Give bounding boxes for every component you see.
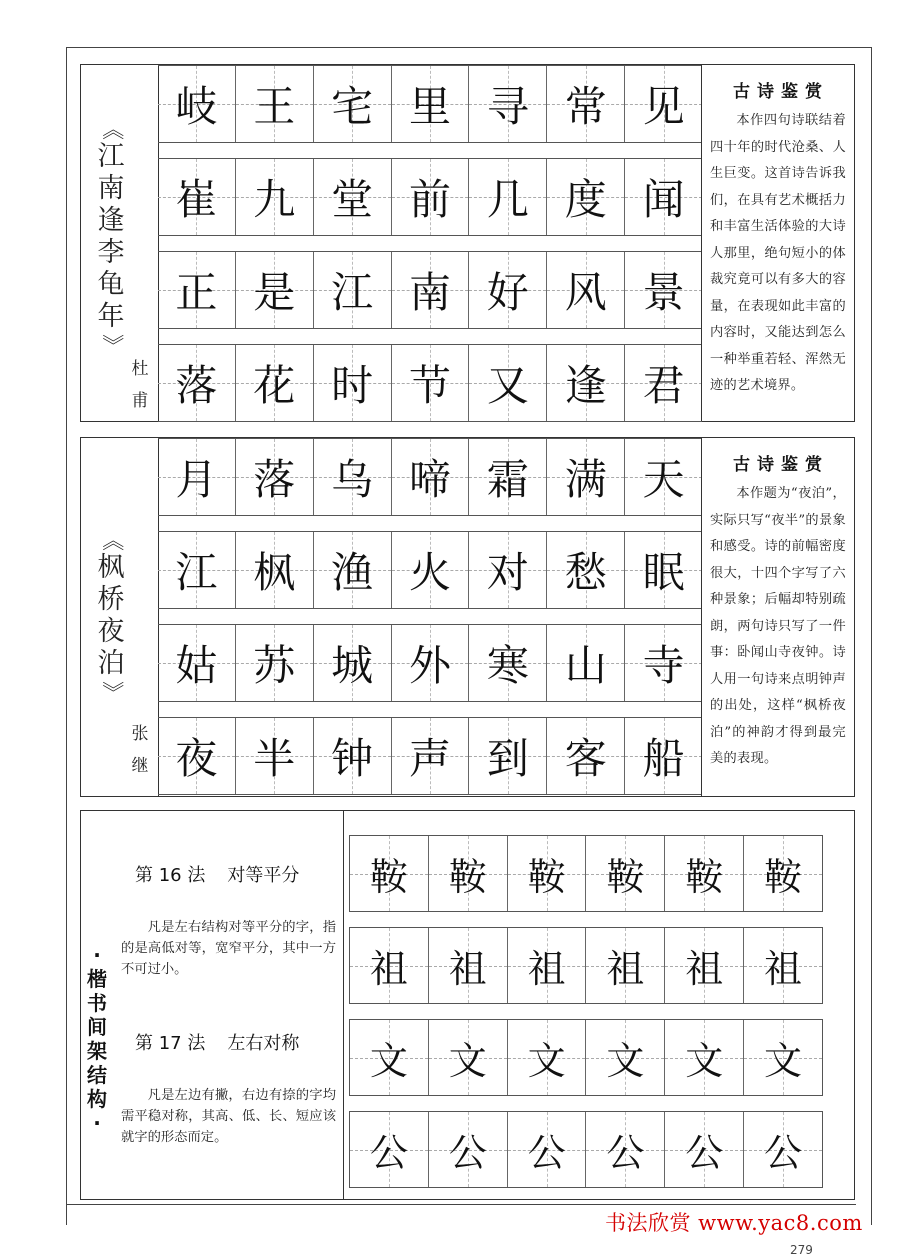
grid-cell [469,532,547,608]
rule-16 [121,861,336,980]
practice-cell [350,1020,429,1095]
practice-cell [744,836,822,911]
calligraphy-character: 鞍 [764,855,803,899]
grid-cell [625,66,702,142]
grid-cell [469,66,547,142]
grid-cell [392,625,470,701]
calligraphy-character: 文 [685,1039,724,1083]
calligraphy-character: 花 [253,361,296,410]
calligraphy-character: 闻 [642,175,685,224]
grid-cell [625,625,702,701]
calligraphy-character: 文 [448,1039,487,1083]
calligraphy-character: 鞍 [527,855,566,899]
grid-cell [469,159,547,235]
calligraphy-character: 文 [527,1039,566,1083]
grid-row [158,344,702,422]
grid-cell [469,345,547,421]
rule-number: 第 16 法 [135,865,206,886]
calligraphy-character: 火 [409,548,452,597]
calligraphy-character: 霜 [486,455,529,504]
calligraphy-character: 鞍 [685,855,724,899]
calligraphy-character: 堂 [331,175,374,224]
grid-cell [625,718,702,794]
appreciation-note [701,65,854,421]
grid-cell [158,718,236,794]
calligraphy-character: 渔 [331,548,374,597]
grid-cell [314,252,392,328]
calligraphy-character: 船 [642,734,685,783]
calligraphy-character: 文 [606,1039,645,1083]
calligraphy-character: 对 [486,548,529,597]
rule-name: 左右对称 [227,1033,300,1054]
rule-title [121,1029,336,1055]
calligraphy-character: 君 [642,361,685,410]
calligraphy-character: 祖 [606,947,645,991]
grid-cell [314,66,392,142]
title-open-bracket: 《 [98,528,124,552]
grid-cell [314,718,392,794]
grid-cell [314,625,392,701]
calligraphy-character: 时 [331,361,374,410]
grid-cell [236,532,314,608]
calligraphy-character: 寺 [642,641,685,690]
calligraphy-character: 眠 [642,548,685,597]
grid-cell [547,252,625,328]
calligraphy-character: 王 [253,82,296,131]
calligraphy-character: 景 [642,268,685,317]
grid-cell [236,252,314,328]
rule-text: 凡是左右结构对等平分的字，指的是高低对等，宽窄平分，其中一方不可过小。 [121,920,336,977]
practice-cell [429,836,508,911]
calligraphy-character: 祖 [685,947,724,991]
author-char: 杜 [131,359,149,379]
calligraphy-character: 夜 [175,734,218,783]
calligraphy-character: 寻 [486,82,529,131]
practice-cell [665,1020,744,1095]
grid-cell [625,345,702,421]
grid-cell [158,159,236,235]
title-char: 桥 [97,584,125,615]
grid-cell [547,439,625,515]
grid-cell [236,439,314,515]
practice-cell [744,1112,822,1187]
label-char: 架 [87,1039,107,1063]
calligraphy-character: 公 [606,1131,645,1175]
practice-cell [508,928,587,1003]
calligraphy-character: 鞍 [448,855,487,899]
title-char: 夜 [97,616,125,647]
calligraphy-character: 鞍 [606,855,645,899]
title-char: 江 [97,141,125,172]
practice-cell [508,1020,587,1095]
calligraphy-character: 落 [175,361,218,410]
calligraphy-character: 文 [764,1039,803,1083]
grid-cell [547,532,625,608]
calligraphy-character: 里 [409,82,452,131]
title-open-bracket: 《 [98,117,124,141]
poem-title-column [81,438,159,796]
calligraphy-character: 九 [253,175,296,224]
title-char: 李 [97,237,125,268]
grid-cell [236,159,314,235]
grid-row [158,624,702,702]
poem-author [128,353,152,417]
practice-cell [350,928,429,1003]
calligraphy-character: 祖 [764,947,803,991]
grid-cell [236,66,314,142]
label-char: · [93,1111,101,1135]
grid-cell [469,625,547,701]
grid-row [158,251,702,329]
author-char: 张 [131,724,149,744]
grid-cell [392,252,470,328]
grid-cell [314,345,392,421]
label-char: 结 [87,1063,107,1087]
practice-cell [350,836,429,911]
practice-row [349,1111,823,1188]
calligraphy-character: 苏 [253,641,296,690]
poem-author [128,718,152,782]
calligraphy-character: 天 [642,455,685,504]
grid-cell [547,159,625,235]
grid-cell [625,532,702,608]
calligraphy-character: 城 [331,641,374,690]
calligraphy-character: 崔 [175,175,218,224]
calligraphy-character: 山 [564,641,607,690]
page-number: 279 [790,1243,813,1257]
label-char: 构 [87,1087,107,1111]
calligraphy-character: 月 [175,455,218,504]
grid-cell [236,345,314,421]
calligraphy-character: 正 [175,268,218,317]
calligraphy-character: 姑 [175,641,218,690]
calligraphy-character: 见 [642,82,685,131]
grid-cell [158,532,236,608]
note-heading: 古诗鉴赏 [733,82,829,102]
rule-text: 凡是左边有撇，右边有捺的字均需平稳对称，其高、低、长、短应该就字的形态而定。 [121,1088,336,1145]
practice-cell [586,1020,665,1095]
calligraphy-character: 前 [409,175,452,224]
practice-cell [586,1112,665,1187]
calligraphy-character: 几 [486,175,529,224]
page-outer-bottom-rule [66,1204,856,1205]
grid-row [158,717,702,795]
calligraphy-character: 节 [409,361,452,410]
calligraphy-character: 风 [564,268,607,317]
practice-cell [350,1112,429,1187]
calligraphy-character: 岐 [175,82,218,131]
rule-17 [121,1029,336,1148]
grid-cell [625,159,702,235]
grid-cell [547,66,625,142]
grid-cell [392,439,470,515]
calligraphy-character: 公 [448,1131,487,1175]
practice-cell [429,928,508,1003]
poem-section-jiangnan [80,64,855,422]
title-char: 龟 [97,269,125,300]
rules-column [81,811,344,1199]
rule-title [121,861,336,887]
appreciation-note [701,438,854,796]
practice-cell [508,836,587,911]
practice-cell [665,1112,744,1187]
grid-cell [158,66,236,142]
calligraphy-character: 文 [369,1039,408,1083]
grid-cell [158,439,236,515]
label-char: · [93,943,101,967]
grid-cell [547,718,625,794]
calligraphy-character: 枫 [253,548,296,597]
grid-row [158,158,702,236]
calligraphy-character: 又 [486,361,529,410]
grid-cell [314,159,392,235]
grid-cell [158,345,236,421]
calligraphy-character: 南 [409,268,452,317]
calligraphy-character: 好 [486,268,529,317]
calligraphy-character: 祖 [369,947,408,991]
calligraphy-character: 外 [409,641,452,690]
grid-cell [236,625,314,701]
grid-row [158,438,702,516]
calligraphy-character: 乌 [331,455,374,504]
practice-cell [429,1112,508,1187]
practice-cell [744,1020,822,1095]
practice-cell [744,928,822,1003]
calligraphy-character: 常 [564,82,607,131]
title-char: 南 [97,173,125,204]
title-char: 逢 [97,205,125,236]
grid-cell [392,345,470,421]
grid-cell [469,252,547,328]
title-char: 泊 [97,648,125,679]
title-close-bracket: 》 [98,680,124,704]
calligraphy-character: 声 [409,734,452,783]
rule-number: 第 17 法 [135,1033,206,1054]
label-char: 楷 [87,967,107,991]
grid-cell [158,252,236,328]
practice-cell [429,1020,508,1095]
calligraphy-character: 公 [369,1131,408,1175]
note-body: 本作题为“夜泊”，实际只写“夜半”的景象和感受。诗的前幅密度很大，十四个字写了六种景象；后幅却特别疏朗，两句诗只写了一件事：卧闻山寺夜钟。诗人用一句诗来点明钟声的出处，这样“枫桥夜泊”的神韵才得到最完美的表现。 [710,486,846,766]
practice-cell [665,928,744,1003]
title-char: 枫 [97,552,125,583]
calligraphy-character: 啼 [409,455,452,504]
grid-cell [392,718,470,794]
practice-cell [508,1112,587,1187]
calligraphy-character: 公 [764,1131,803,1175]
calligraphy-character: 到 [486,734,529,783]
calligraphy-character: 寒 [486,641,529,690]
author-char: 继 [131,756,149,776]
title-close-bracket: 》 [98,333,124,357]
vertical-section-label [85,943,109,1135]
grid-row [158,65,702,143]
calligraphy-character: 半 [253,734,296,783]
title-char: 年 [97,301,125,332]
calligraphy-character: 祖 [448,947,487,991]
grid-row [158,531,702,609]
calligraphy-character: 满 [564,455,607,504]
poem-section-fengqiao [80,437,855,797]
grid-cell [392,159,470,235]
label-char: 书 [87,991,107,1015]
grid-cell [469,718,547,794]
grid-cell [392,532,470,608]
grid-cell [469,439,547,515]
grid-cell [625,439,702,515]
poem-title [93,117,129,357]
calligraphy-character: 落 [253,455,296,504]
grid-cell [158,625,236,701]
rule-name: 对等平分 [227,865,300,886]
author-char: 甫 [131,391,149,411]
calligraphy-character: 愁 [564,548,607,597]
calligraphy-character: 度 [564,175,607,224]
practice-cell [586,836,665,911]
structure-rules-section [80,810,855,1200]
calligraphy-character: 公 [527,1131,566,1175]
grid-cell [392,66,470,142]
practice-row [349,927,823,1004]
grid-cell [547,345,625,421]
grid-cell [236,718,314,794]
note-heading: 古诗鉴赏 [733,455,829,475]
poem-title [93,528,129,704]
practice-row [349,1019,823,1096]
calligraphy-character: 客 [564,734,607,783]
calligraphy-character: 江 [331,268,374,317]
practice-cell [665,836,744,911]
grid-cell [314,439,392,515]
calligraphy-character: 祖 [527,947,566,991]
calligraphy-character: 是 [253,268,296,317]
practice-row [349,835,823,912]
calligraphy-character: 鞍 [369,855,408,899]
calligraphy-character: 宅 [331,82,374,131]
calligraphy-character: 公 [685,1131,724,1175]
calligraphy-character: 钟 [331,734,374,783]
grid-cell [625,252,702,328]
poem-title-column [81,65,159,421]
note-body: 本作四句诗联结着四十年的时代沧桑、人生巨变。这首诗告诉我们，在具有艺术概括力和丰富生活体验的大诗人那里，绝句短小的体裁究竟可以有多大的容量，在表现如此丰富的内容时，又能达到怎么一种举重若轻、浑然无迹的艺术境界。 [710,113,846,393]
calligraphy-character: 逢 [564,361,607,410]
practice-cell [586,928,665,1003]
calligraphy-character: 江 [175,548,218,597]
grid-cell [547,625,625,701]
grid-cell [314,532,392,608]
label-char: 间 [87,1015,107,1039]
site-watermark: 书法欣赏 www.yac8.com [605,1211,863,1235]
